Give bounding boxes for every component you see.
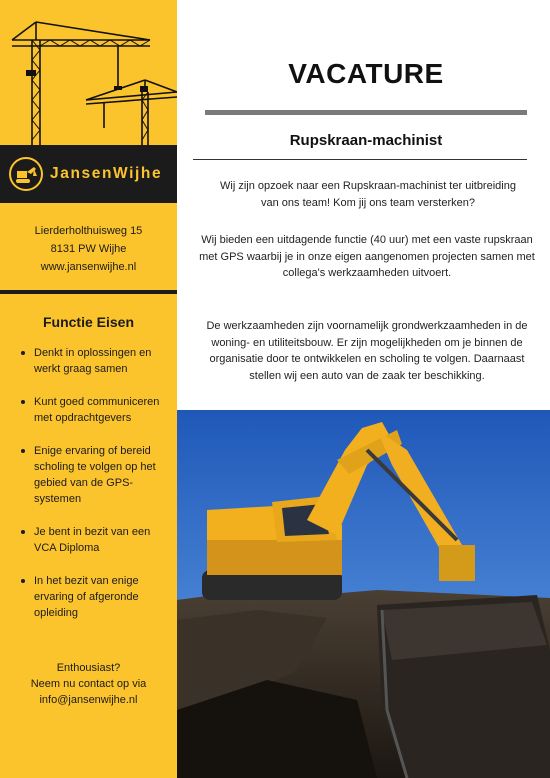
cta-line1: Enthousiast? [56, 662, 121, 674]
sidebar-divider [0, 290, 177, 294]
requirement-item: Denkt in oplossingen en werkt graag samen [20, 345, 170, 377]
company-logo-text: JansenWijhe [50, 165, 163, 182]
details-paragraph: De werkzaamheden zijn voornamelijk grondwerkzaamheden in de woning- en utiliteitsbouw. Er zijn mogelijkheden om je binnen de organisatie door te ontwikkelen en scholing te volgen. Daarnaast stellen wij een auto van de zaak ter beschikking. [206, 320, 528, 382]
contact-email-link[interactable]: info@jansenwijhe.nl [39, 694, 138, 706]
title-rule [205, 110, 527, 115]
requirement-item: Enige ervaring of bereid scholing te volgen op het gebied van de GPS-systemen [20, 443, 170, 507]
requirement-item: Kunt goed communiceren met opdrachtgevers [20, 394, 170, 426]
subtitle-rule [193, 159, 527, 160]
intro-paragraph: Wij zijn opzoek naar een Rupskraan-machinist ter uitbreiding van ons team! Kom jij ons team versterken? [220, 180, 516, 209]
requirement-item: Je bent in bezit van een VCA Diploma [20, 524, 170, 556]
offer-paragraph: Wij bieden een uitdagende functie (40 uur) met een vaste rupskraan met GPS waarbij je in onze eigen aangenomen projecten samen met collega's werkzaamheden uitvoert. [199, 234, 535, 279]
cta-line2: Neem nu contact op via [30, 678, 147, 690]
sidebar [0, 0, 177, 778]
call-to-action [0, 660, 177, 708]
company-website-link[interactable]: www.jansenwijhe.nl [40, 261, 137, 273]
requirements-title: Functie Eisen [42, 314, 135, 330]
requirement-item: In het bezit van enige ervaring of afgeronde opleiding [20, 573, 170, 621]
excavator-photo [177, 410, 550, 778]
requirements-list [20, 345, 170, 638]
address-city: 8131 PW Wijhe [50, 243, 127, 255]
cranes-illustration [0, 0, 177, 145]
logo-bar [0, 145, 177, 203]
job-title: Rupskraan-machinist [289, 132, 443, 149]
company-address [0, 222, 177, 276]
address-street: Lierderholthuisweg 15 [34, 225, 143, 237]
page-title: VACATURE [288, 58, 444, 89]
excavator-logo-icon [8, 156, 44, 192]
